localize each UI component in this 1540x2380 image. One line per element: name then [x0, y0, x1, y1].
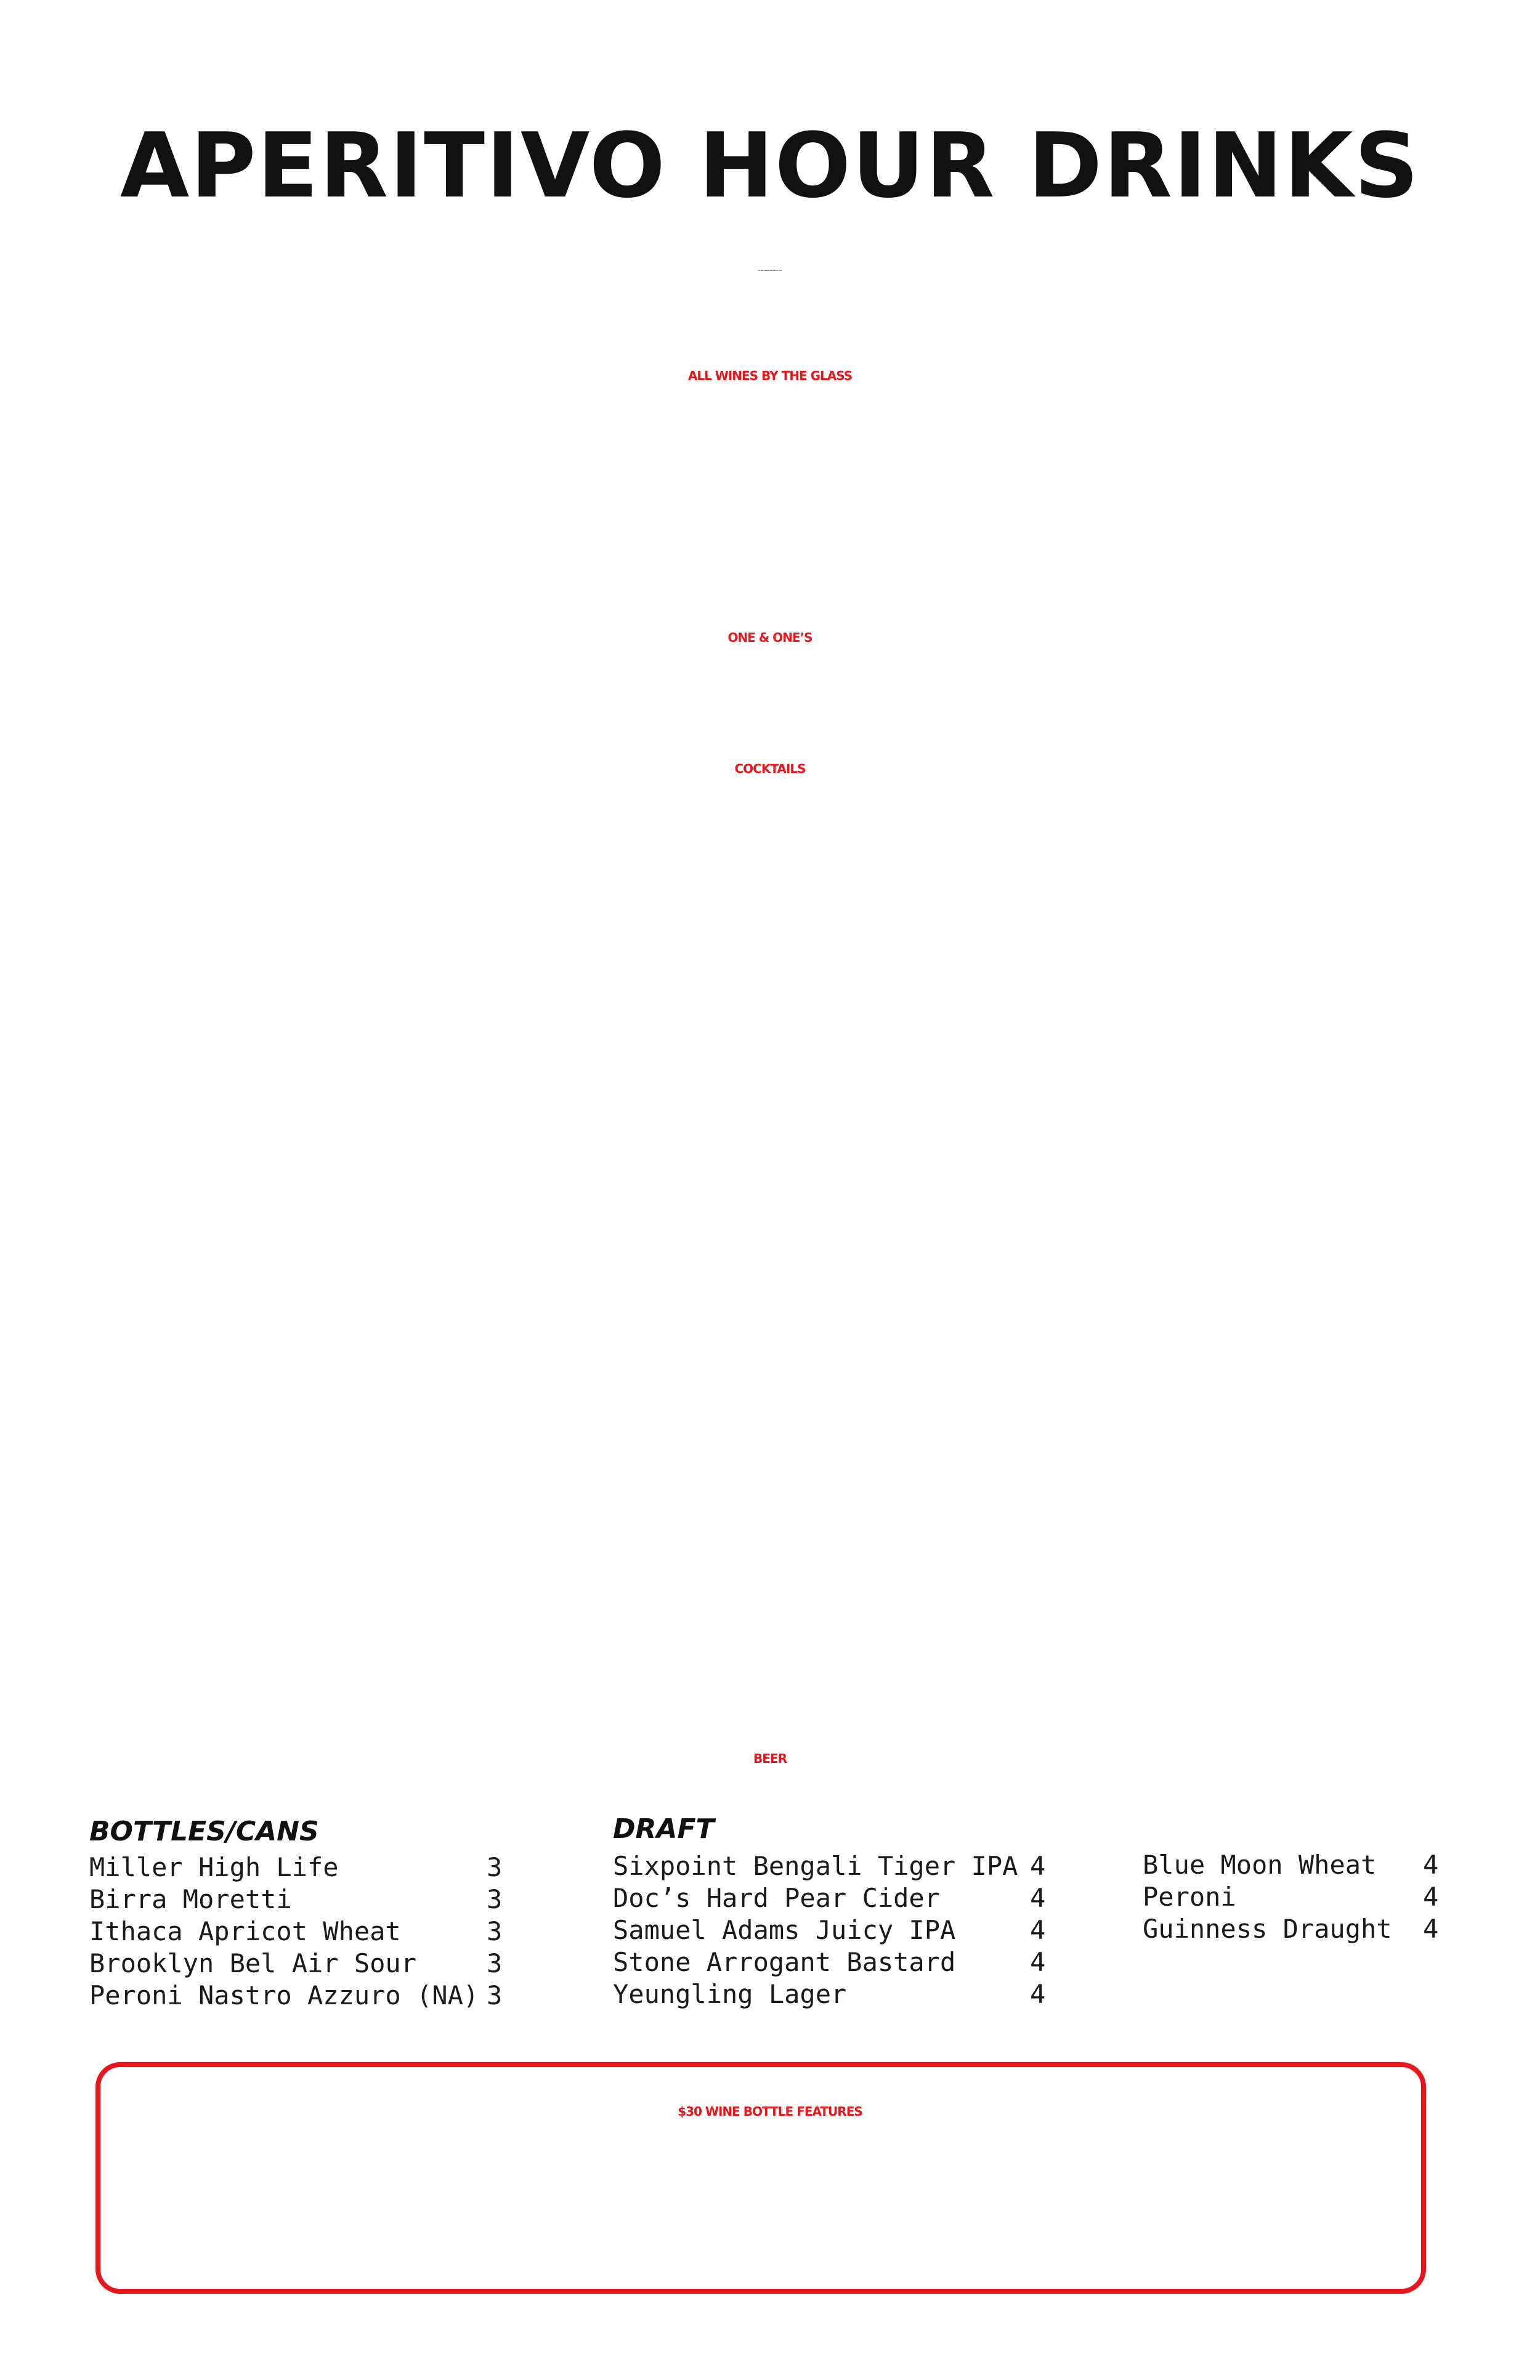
beer-heading: BEER [753, 1751, 787, 1766]
beer-name: Yeungling Lager [613, 1979, 847, 2009]
page-title: APERITIVO HOUR DRINKS [120, 114, 1420, 218]
beer-name: Blue Moon Wheat [1143, 1850, 1377, 1880]
cocktails-heading: COCKTAILS [734, 761, 806, 776]
cocktail-description [0, 949, 1540, 992]
features-heading: $30 WINE BOTTLE FEATURES [678, 2104, 862, 2119]
beer-name: Doc’s Hard Pear Cider [613, 1883, 941, 1913]
features-frizzante-line [0, 2237, 1540, 2281]
wines-sparkling-line [0, 546, 1540, 590]
beer-price: 4 [1423, 1850, 1439, 1880]
ones-items [0, 673, 1540, 717]
beer-name: Samuel Adams Juicy IPA [613, 1915, 956, 1945]
beer-price: 4 [1030, 1947, 1046, 1977]
cocktail-name [0, 1111, 1540, 1153]
cocktail-name [0, 1316, 1540, 1358]
beer-price: 3 [487, 1948, 503, 1978]
features-white-line [0, 2148, 1540, 2193]
cocktail-description [0, 1255, 1540, 1298]
wines-heading: ALL WINES BY THE GLASS [687, 368, 853, 383]
wines-red-line [0, 457, 1540, 501]
beer-name: Guinness Draught [1143, 1914, 1392, 1944]
wines-white-line [0, 413, 1540, 457]
draft-heading: DRAFT [613, 1813, 715, 1845]
cocktail-name [0, 1622, 1540, 1664]
cocktail-name [0, 804, 1540, 846]
beer-price: 3 [487, 1916, 503, 1946]
cocktail-name [0, 1213, 1540, 1255]
cocktail-name [0, 1009, 1540, 1051]
beer-name: Ithaca Apricot Wheat [89, 1916, 401, 1946]
beer-price: 4 [1030, 1915, 1046, 1945]
cocktail-description [0, 1153, 1540, 1196]
cocktail-description [0, 1664, 1540, 1707]
beer-name: Birra Moretti [89, 1884, 292, 1914]
beer-name: Brooklyn Bel Air Sour [89, 1948, 417, 1978]
beer-price: 4 [1030, 1851, 1046, 1881]
beer-name: Peroni [1143, 1882, 1236, 1912]
cocktail-description [0, 1562, 1540, 1605]
beer-name: Peroni Nastro Azzuro (NA) [89, 1980, 479, 2010]
beer-price: 4 [1030, 1979, 1046, 2009]
beer-name: Miller High Life [89, 1852, 339, 1882]
page-subtitle: $6 AND UNDER EVERY DAY 4-6PM [758, 270, 782, 272]
cocktail-description [0, 1460, 1540, 1503]
features-red-line [0, 2193, 1540, 2237]
cocktail-name [0, 1520, 1540, 1562]
wines-red-line-2 [0, 501, 1540, 546]
cocktail-name [0, 1418, 1540, 1460]
cocktail-description [0, 1051, 1540, 1094]
beer-name: Stone Arrogant Bastard [613, 1947, 956, 1977]
ones-heading: ONE & ONE’S [727, 630, 813, 645]
beer-price: 3 [487, 1980, 503, 2010]
cocktail-description [0, 846, 1540, 889]
beer-price: 4 [1423, 1882, 1439, 1912]
cocktail-name [0, 907, 1540, 949]
beer-price: 3 [487, 1884, 503, 1914]
beer-name: Sixpoint Bengali Tiger IPA [613, 1851, 1018, 1881]
beer-price: 4 [1030, 1883, 1046, 1913]
bottles-heading: BOTTLES/CANS [89, 1816, 319, 1847]
beer-price: 3 [487, 1852, 503, 1882]
cocktail-description [0, 1358, 1540, 1401]
beer-price: 4 [1423, 1914, 1439, 1944]
